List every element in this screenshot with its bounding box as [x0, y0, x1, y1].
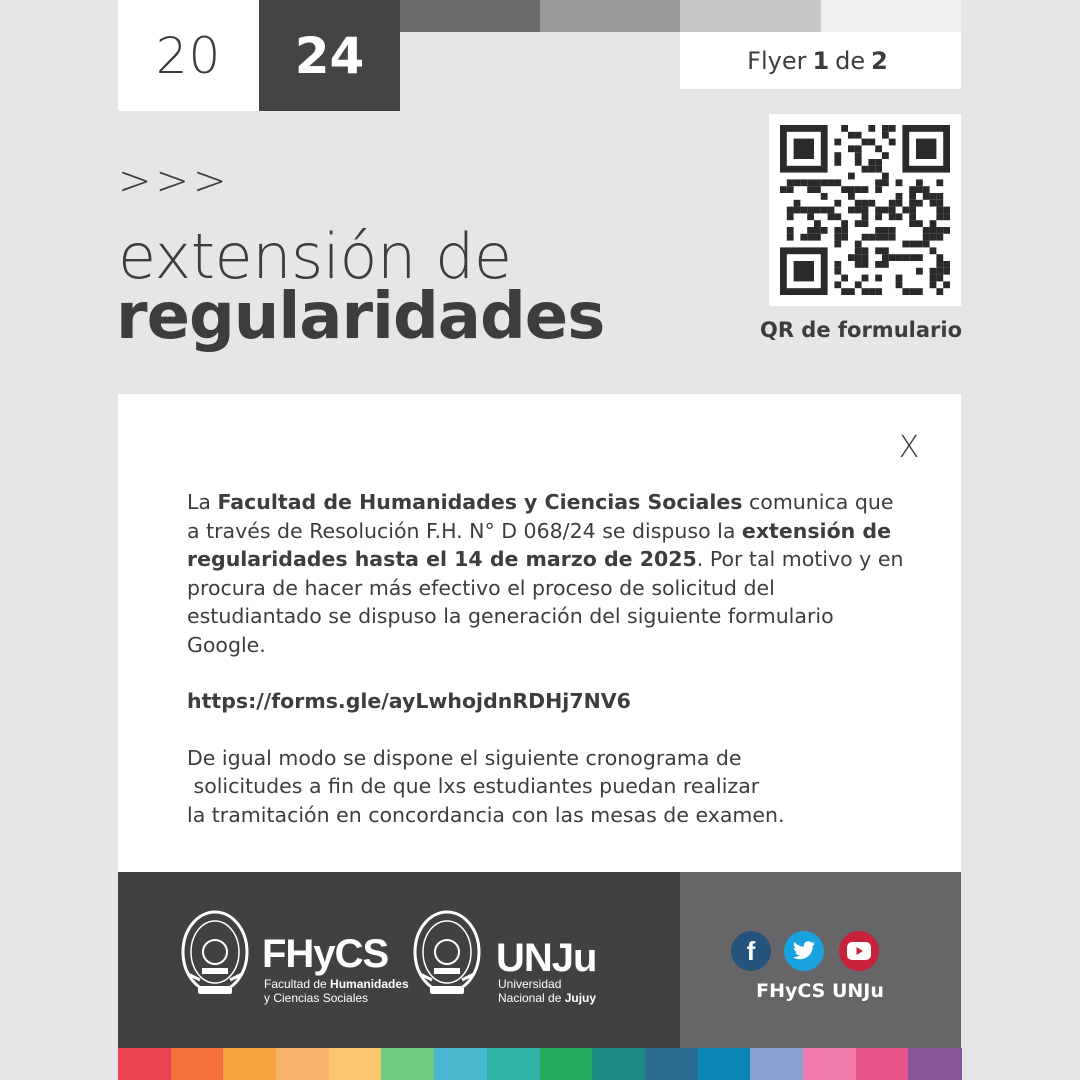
qr-module	[814, 207, 821, 214]
qr-module	[943, 268, 950, 275]
bottom-strip-segment	[171, 1048, 224, 1080]
fhycs-logo-subtitle	[264, 977, 409, 1005]
qr-module	[855, 152, 862, 159]
qr-module	[807, 227, 814, 234]
p1-text-a: La	[187, 490, 218, 514]
paragraph-3	[187, 744, 907, 830]
announcement-body	[187, 488, 907, 829]
qr-module	[930, 281, 937, 288]
qr-module	[909, 288, 916, 295]
qr-module	[862, 234, 869, 241]
qr-module	[916, 186, 923, 193]
qr-module	[936, 288, 943, 295]
qr-module	[936, 261, 943, 268]
qr-module	[889, 227, 896, 234]
qr-module	[916, 268, 923, 275]
p1-text-c: comunica que a través de Resolución F.H. N° D 068/24 se dispuso la	[187, 490, 894, 543]
qr-code[interactable]	[769, 114, 961, 306]
qr-module	[875, 166, 882, 173]
bottom-strip-segment	[223, 1048, 276, 1080]
social-handle: FHyCS UNJu	[756, 980, 884, 1002]
qr-module	[848, 254, 855, 261]
qr-module	[848, 173, 855, 180]
qr-module	[902, 207, 909, 214]
qr-module	[916, 241, 923, 248]
qr-module	[868, 234, 875, 241]
qr-module	[841, 288, 848, 295]
qr-module	[909, 193, 916, 200]
bottom-strip-segment	[381, 1048, 434, 1080]
qr-module	[834, 139, 841, 146]
qr-module	[909, 186, 916, 193]
qr-module	[855, 241, 862, 248]
qr-module	[787, 227, 794, 234]
qr-module	[848, 207, 855, 214]
qr-module	[875, 234, 882, 241]
qr-module	[828, 179, 835, 186]
qr-module	[868, 139, 875, 146]
qr-module	[807, 179, 814, 186]
fhycs-sub-a: Facultad de	[264, 977, 331, 991]
bottom-strip-segment	[698, 1048, 751, 1080]
qr-module	[875, 288, 882, 295]
paragraph-1	[187, 488, 907, 659]
qr-module	[794, 139, 814, 159]
qr-module	[862, 254, 869, 261]
qr-module	[943, 207, 950, 214]
qr-module	[889, 125, 896, 132]
flyer-counter	[680, 32, 961, 89]
qr-module	[943, 261, 950, 268]
qr-module	[855, 132, 862, 139]
qr-module	[841, 220, 848, 227]
qr-module	[916, 139, 936, 159]
top-gray-strip-4	[821, 0, 961, 32]
qr-module	[855, 281, 862, 288]
qr-module	[875, 261, 882, 268]
qr-module	[862, 186, 869, 193]
qr-module	[896, 200, 903, 207]
qr-module	[807, 186, 814, 193]
p3-line3: la tramitación en concordancia con las mesas de examen.	[187, 802, 785, 827]
qr-module	[882, 207, 889, 214]
qr-module	[896, 193, 903, 200]
qr-module	[882, 152, 889, 159]
qr-module	[834, 159, 841, 166]
qr-module	[841, 125, 848, 132]
qr-module	[862, 207, 869, 214]
faculty-name: Facultad de Humanidades y Ciencias Sociales	[217, 490, 743, 514]
qr-module	[828, 213, 835, 220]
qr-module	[868, 125, 875, 132]
unju-logo-subtitle	[498, 977, 596, 1005]
qr-module	[936, 179, 943, 186]
flyer-of: de	[835, 46, 866, 75]
qr-module	[936, 227, 943, 234]
qr-module	[834, 227, 841, 234]
qr-module	[930, 227, 937, 234]
qr-module	[896, 179, 903, 186]
p3-line1: De igual modo se dispone el siguiente cronograma de	[187, 745, 742, 770]
qr-module	[930, 193, 937, 200]
qr-module	[909, 213, 916, 220]
qr-module	[834, 268, 841, 275]
qr-module	[834, 234, 841, 241]
qr-module	[882, 179, 889, 186]
flyer-total: 2	[871, 46, 888, 75]
qr-module	[882, 227, 889, 234]
qr-module	[780, 186, 787, 193]
qr-module	[814, 186, 821, 193]
bottom-strip-segment	[803, 1048, 856, 1080]
qr-module	[848, 145, 855, 152]
qr-module	[875, 227, 882, 234]
qr-module	[889, 234, 896, 241]
extension-date: extensión de regularidades hasta el 14 de marzo de 2025	[187, 518, 891, 571]
qr-module	[787, 179, 794, 186]
qr-module	[807, 213, 814, 220]
qr-code-image	[769, 114, 961, 306]
qr-module	[814, 179, 821, 186]
qr-module	[834, 152, 841, 159]
qr-module	[896, 213, 903, 220]
qr-module	[930, 268, 937, 275]
qr-module	[916, 200, 923, 207]
qr-module	[855, 145, 862, 152]
qr-module	[916, 288, 923, 295]
bottom-strip-segment	[908, 1048, 961, 1080]
qr-module	[862, 288, 869, 295]
qr-module	[868, 288, 875, 295]
bottom-strip-segment	[434, 1048, 487, 1080]
unju-sub-b: Nacional de	[498, 991, 565, 1005]
qr-module	[875, 179, 882, 186]
qr-module	[855, 207, 862, 214]
unju-seal-icon	[412, 908, 482, 1004]
qr-module	[923, 193, 930, 200]
qr-module	[787, 207, 794, 214]
top-gray-strip-2	[540, 0, 680, 32]
fhycs-seal-icon	[180, 908, 250, 1004]
qr-module	[841, 234, 848, 241]
qr-module	[787, 234, 794, 241]
qr-module	[889, 200, 896, 207]
youtube-icon[interactable]	[839, 931, 879, 971]
qr-module	[841, 275, 848, 282]
qr-module	[875, 247, 882, 254]
qr-module	[930, 234, 937, 241]
qr-module	[848, 186, 855, 193]
qr-module	[855, 186, 862, 193]
qr-module	[923, 227, 930, 234]
qr-module	[902, 254, 909, 261]
qr-module	[800, 234, 807, 241]
bottom-strip-segment	[540, 1048, 593, 1080]
qr-module	[882, 173, 889, 180]
youtube-play-glyph	[847, 942, 871, 960]
qr-module	[936, 207, 943, 214]
qr-module	[855, 200, 862, 207]
qr-module	[821, 193, 828, 200]
twitter-bird-glyph	[792, 941, 816, 961]
qr-module	[882, 234, 889, 241]
qr-module	[923, 186, 930, 193]
qr-module	[828, 207, 835, 214]
bottom-strip-segment	[118, 1048, 171, 1080]
qr-module	[916, 179, 923, 186]
qr-module	[916, 254, 923, 261]
qr-module	[875, 207, 882, 214]
qr-module	[875, 159, 882, 166]
qr-module	[862, 275, 869, 282]
qr-module	[814, 220, 821, 227]
unju-sub-c: Jujuy	[564, 991, 597, 1005]
headline-line2: regularidades	[116, 280, 605, 354]
qr-module	[848, 288, 855, 295]
qr-module	[896, 281, 903, 288]
qr-module	[800, 207, 807, 214]
qr-module	[855, 261, 862, 268]
bottom-strip-segment	[592, 1048, 645, 1080]
qr-module	[930, 275, 937, 282]
qr-module	[943, 281, 950, 288]
qr-module	[841, 186, 848, 193]
qr-module	[875, 213, 882, 220]
qr-module	[936, 200, 943, 207]
headline-line1: extensión de	[118, 220, 512, 293]
qr-module	[834, 213, 841, 220]
qr-module	[787, 213, 794, 220]
qr-module	[862, 166, 869, 173]
qr-module	[909, 200, 916, 207]
flyer-word: Flyer	[747, 46, 807, 75]
qr-module	[902, 288, 909, 295]
qr-module	[800, 179, 807, 186]
qr-module	[814, 227, 821, 234]
qr-module	[787, 186, 794, 193]
qr-module	[896, 254, 903, 261]
qr-module	[923, 234, 930, 241]
qr-module	[923, 241, 930, 248]
qr-module	[855, 247, 862, 254]
fhycs-sub-c: y Ciencias Sociales	[264, 991, 369, 1005]
qr-module	[930, 247, 937, 254]
bottom-strip-segment	[487, 1048, 540, 1080]
qr-module	[834, 281, 841, 288]
fhycs-logo-title: FHyCS	[262, 932, 389, 976]
bottom-strip-segment	[750, 1048, 803, 1080]
qr-module	[875, 275, 882, 282]
qr-module	[807, 207, 814, 214]
qr-module	[848, 132, 855, 139]
qr-module	[862, 247, 869, 254]
qr-module	[794, 200, 801, 207]
year-first-half: 20	[118, 0, 259, 111]
qr-module	[834, 261, 841, 268]
qr-module	[868, 166, 875, 173]
qr-module	[862, 139, 869, 146]
qr-module	[882, 261, 889, 268]
qr-module	[855, 254, 862, 261]
qr-module	[943, 227, 950, 234]
headline-arrows: >>>	[118, 158, 231, 204]
qr-module	[862, 220, 869, 227]
qr-module	[862, 200, 869, 207]
year-second-half: 24	[259, 0, 400, 111]
p3-line2: solicitudes a fin de que lxs estudiantes puedan realizar	[187, 774, 760, 798]
qr-module	[936, 213, 943, 220]
form-link[interactable]: https://forms.gle/ayLwhojdnRDHj7NV6	[187, 689, 631, 713]
qr-module	[862, 261, 869, 268]
qr-module	[862, 213, 869, 220]
qr-module	[821, 227, 828, 234]
qr-module	[821, 207, 828, 214]
qr-module	[889, 139, 896, 146]
bottom-strip-segment	[276, 1048, 329, 1080]
qr-module	[882, 125, 889, 132]
top-gray-strip-3	[680, 0, 821, 32]
qr-module	[807, 234, 814, 241]
qr-module	[868, 159, 875, 166]
bottom-strip-segment	[645, 1048, 698, 1080]
qr-module	[930, 200, 937, 207]
top-gray-strip-1	[400, 0, 540, 32]
qr-module	[882, 247, 889, 254]
qr-module	[936, 254, 943, 261]
qr-module	[794, 207, 801, 214]
qr-module	[882, 254, 889, 261]
qr-module	[936, 234, 943, 241]
qr-module	[794, 261, 814, 281]
qr-module	[848, 193, 855, 200]
qr-module	[821, 179, 828, 186]
qr-module	[814, 234, 821, 241]
p1-text-e: . Por tal motivo y en procura de hacer más efectivo el proceso de solicitud del estudiantado se dispuso la generación del siguiente formulario Google.	[187, 547, 904, 657]
close-button[interactable]: X	[898, 429, 920, 465]
qr-module	[889, 213, 896, 220]
unju-logo-title: UNJu	[496, 936, 597, 980]
qr-module	[909, 220, 916, 227]
bottom-strip-segment	[856, 1048, 909, 1080]
qr-module	[930, 220, 937, 227]
qr-module	[868, 200, 875, 207]
qr-module	[902, 241, 909, 248]
qr-module	[889, 254, 896, 261]
qr-label: QR de formulario	[759, 318, 962, 342]
bottom-strip-segment	[329, 1048, 382, 1080]
fhycs-sub-b: Humanidades	[330, 977, 409, 991]
qr-module	[875, 145, 882, 152]
qr-module	[909, 207, 916, 214]
qr-module	[896, 275, 903, 282]
qr-module	[916, 220, 923, 227]
qr-module	[909, 241, 916, 248]
qr-module	[834, 241, 841, 248]
qr-module	[882, 132, 889, 139]
twitter-icon[interactable]	[784, 931, 824, 971]
qr-module	[936, 268, 943, 275]
qr-module	[936, 193, 943, 200]
flyer-current: 1	[812, 46, 830, 75]
qr-module	[794, 179, 801, 186]
facebook-icon[interactable]: f	[731, 931, 771, 971]
qr-module	[909, 254, 916, 261]
qr-module	[936, 275, 943, 282]
qr-module	[889, 207, 896, 214]
qr-module	[855, 159, 862, 166]
qr-module	[943, 213, 950, 220]
qr-module	[834, 200, 841, 207]
qr-module	[875, 186, 882, 193]
qr-module	[855, 220, 862, 227]
qr-module	[841, 227, 848, 234]
qr-module	[834, 179, 841, 186]
unju-sub-a: Universidad	[498, 977, 562, 991]
